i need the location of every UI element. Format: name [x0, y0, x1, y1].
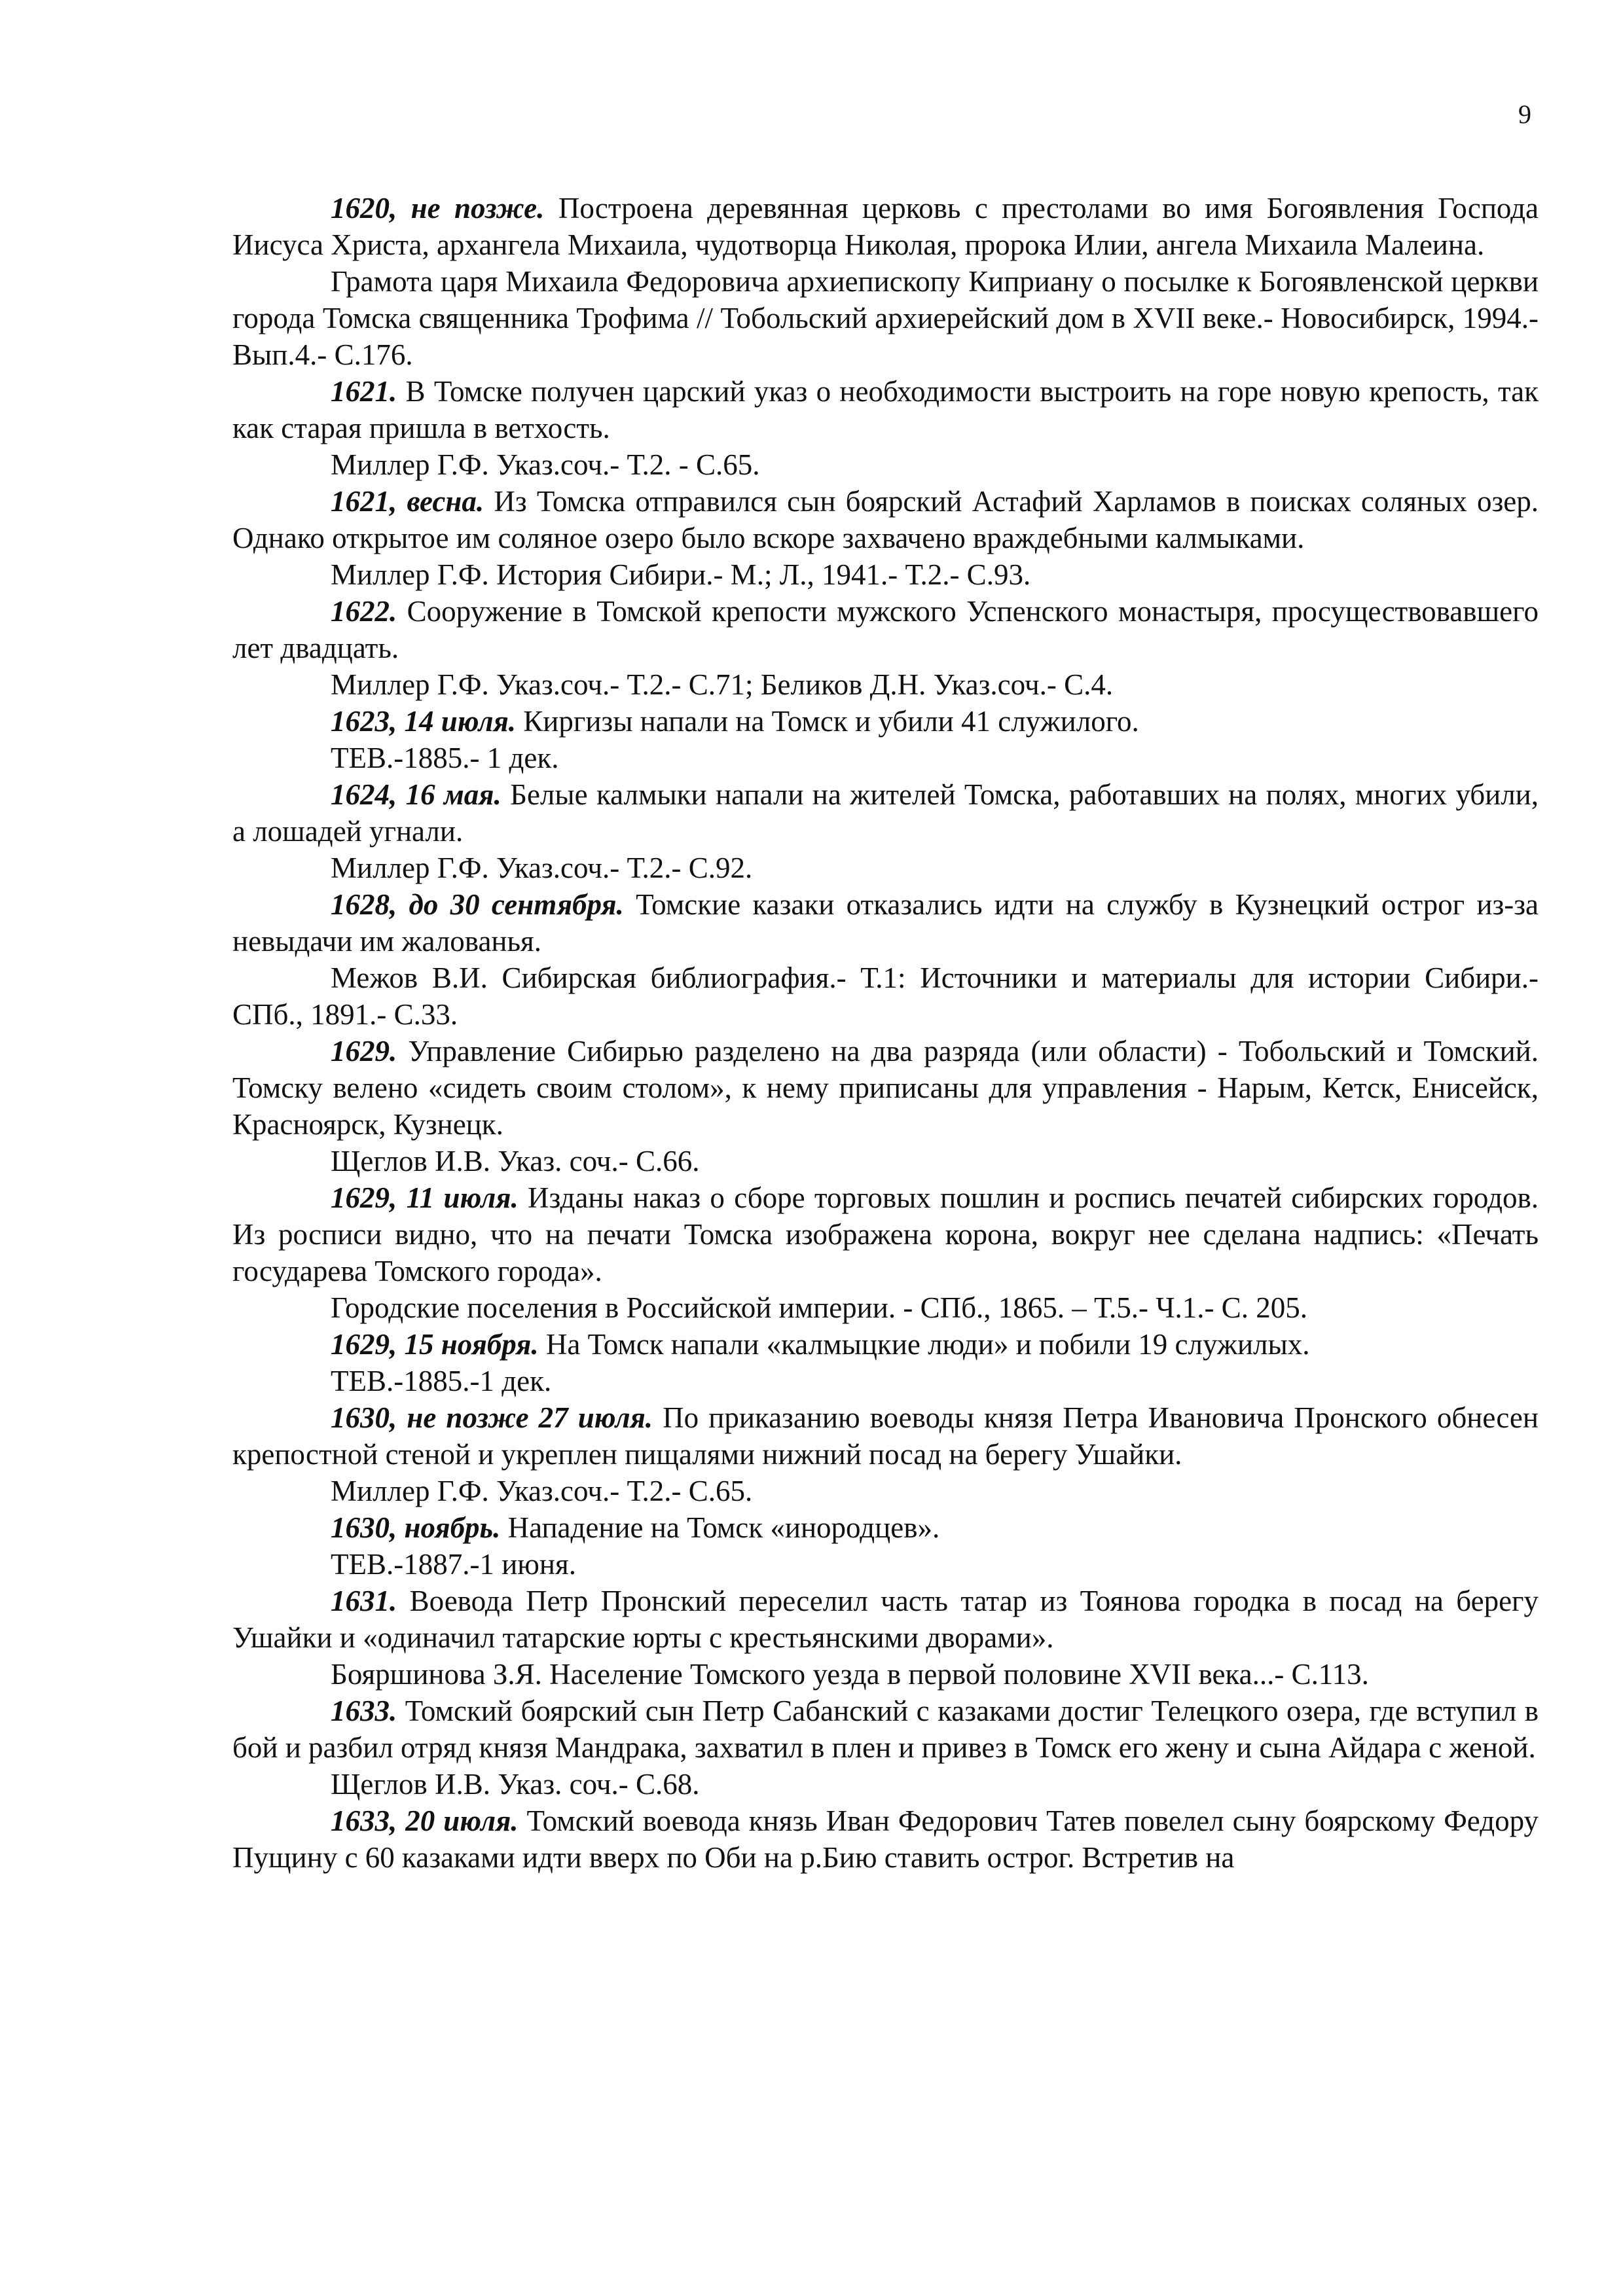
chronicle-entry	[232, 483, 1539, 556]
source-citation: Щеглов И.В. Указ. соч.- С.66.	[331, 1145, 700, 1177]
entry-date: 1633.	[331, 1695, 397, 1727]
chronicle-entry	[232, 1803, 1539, 1876]
source-citation: Грамота царя Михаила Федоровича архиепископу Киприану о посылке к Богоявленской церкви города Томска священника Трофима // Тобольский архиерейский дом в XVII веке.- Новосибирск, 1994.- Вып.4.- С.176.	[232, 265, 1539, 371]
entry-text: Сооружение в Томской крепости мужского Успенского монастыря, просуществовавшего лет двадцать.	[232, 595, 1539, 664]
chronicle-entry	[232, 1326, 1539, 1363]
entry-text: Томские казаки отказались идти на службу в Кузнецкий острог из-за невыдачи им жалованья.	[232, 888, 1539, 958]
document-body	[232, 190, 1539, 1876]
page-number: 9	[1518, 99, 1531, 129]
entry-text: Управление Сибирью разделено на два разряда (или области) - Тобольский и Томский. Томску велено «сидеть своим столом», к нему приписаны для управления - Нарым, Кетск, Енисейск, Красноярск, Кузнецк.	[232, 1035, 1539, 1141]
entry-text: По приказанию воеводы князя Петра Ивановича Пронского обнесен крепостной стеной и укреплен пищалями нижний посад на берегу Ушайки.	[232, 1401, 1539, 1471]
entry-date: 1630, не позже 27 июля.	[331, 1401, 653, 1434]
chronicle-entry	[232, 1179, 1539, 1289]
source-citation: Миллер Г.Ф. Указ.соч.- Т.2.- С.65.	[331, 1475, 753, 1507]
entry-date: 1629.	[331, 1035, 397, 1067]
chronicle-entry	[232, 373, 1539, 446]
source-citation: Щеглов И.В. Указ. соч.- С.68.	[331, 1768, 700, 1801]
entry-text: Киргизы напали на Томск и убили 41 служилого.	[516, 705, 1139, 738]
chronicle-entry	[232, 593, 1539, 666]
entry-date: 1628, до 30 сентября.	[331, 888, 624, 921]
entry-date: 1631.	[331, 1585, 397, 1617]
source-citation: Миллер Г.Ф. Указ.соч.- Т.2.- С.71; Беликов Д.Н. Указ.соч.- С.4.	[331, 668, 1114, 701]
entry-date: 1623, 14 июля.	[331, 705, 517, 738]
entry-text: Построена деревянная церковь с престолами во имя Богоявления Господа Иисуса Христа, архангела Михаила, чудотворца Николая, пророка Илии, ангела Михаила Малеина.	[232, 192, 1539, 261]
entry-text: Томский боярский сын Петр Сабанский с казаками достиг Телецкого озера, где вступил в бой и разбил отряд князя Мандрака, захватил в плен и привез в Томск его жену и сына Айдара с женой.	[232, 1695, 1539, 1764]
source-citation: ТЕВ.-1885.-1 дек.	[331, 1365, 552, 1397]
entry-text: Томский воевода князь Иван Федорович Татев повелел сыну боярскому Федору Пущину с 60 казаками идти вверх по Оби на р.Бию ставить острог. Встретив на	[232, 1804, 1539, 1874]
source-citation: ТЕВ.-1887.-1 июня.	[331, 1548, 576, 1581]
source-citation: Бояршинова З.Я. Население Томского уезда в первой половине XVII века...- С.113.	[331, 1658, 1369, 1691]
chronicle-entry	[232, 190, 1539, 263]
entry-date: 1633, 20 июля.	[331, 1804, 519, 1837]
entry-date: 1622.	[331, 595, 397, 628]
source-citation: ТЕВ.-1885.- 1 дек.	[331, 742, 559, 774]
entry-text: Нападение на Томск «инородцев».	[500, 1511, 940, 1544]
source-citation: Миллер Г.Ф. Указ.соч.- Т.2.- С.92.	[331, 852, 753, 884]
chronicle-entry	[232, 1033, 1539, 1143]
entry-text: В Томске получен царский указ о необходимости выстроить на горе новую крепость, так как старая пришла в ветхость.	[232, 375, 1539, 444]
chronicle-entry	[232, 886, 1539, 960]
chronicle-entry	[232, 1399, 1539, 1473]
chronicle-entry	[232, 703, 1539, 740]
chronicle-entry	[232, 1583, 1539, 1656]
entry-date: 1621.	[331, 375, 397, 408]
chronicle-entry	[232, 776, 1539, 850]
entry-date: 1630, ноябрь.	[331, 1511, 501, 1544]
source-citation: Миллер Г.Ф. История Сибири.- М.; Л., 1941.- Т.2.- С.93.	[331, 558, 1031, 591]
chronicle-entry	[232, 1509, 1539, 1546]
entry-date: 1621, весна.	[331, 485, 484, 518]
source-citation: Миллер Г.Ф. Указ.соч.- Т.2. - С.65.	[331, 448, 760, 481]
entry-date: 1624, 16 мая.	[331, 778, 501, 811]
source-citation: Межов В.И. Сибирская библиография.- Т.1: Источники и материалы для истории Сибири.- СПб., 1891.- С.33.	[232, 961, 1539, 1031]
chronicle-entry	[232, 1693, 1539, 1766]
entry-text: Белые калмыки напали на жителей Томска, работавших на полях, многих убили, а лошадей угнали.	[232, 778, 1539, 848]
entry-date: 1629, 15 ноября.	[331, 1328, 539, 1361]
entry-date: 1629, 11 июля.	[331, 1181, 519, 1214]
entry-text: Изданы наказ о сборе торговых пошлин и роспись печатей сибирских городов. Из росписи видно, что на печати Томска изображена корона, вокруг нее сделана надпись: «Печать государева Томского города».	[232, 1181, 1539, 1287]
entry-date: 1620, не позже.	[331, 192, 545, 224]
source-citation: Городские поселения в Российской империи. - СПб., 1865. – Т.5.- Ч.1.- С. 205.	[331, 1291, 1307, 1324]
entry-text: Воевода Петр Пронский переселил часть татар из Тоянова городка в посад на берегу Ушайки и «одиначил татарские юрты с крестьянскими дворами».	[232, 1585, 1539, 1654]
entry-text: Из Томска отправился сын боярский Астафий Харламов в поисках соляных озер. Однако открытое им соляное озеро было вскоре захвачено враждебными калмыками.	[232, 485, 1539, 554]
entry-text: На Томск напали «калмыцкие люди» и побили 19 служилых.	[538, 1328, 1310, 1361]
